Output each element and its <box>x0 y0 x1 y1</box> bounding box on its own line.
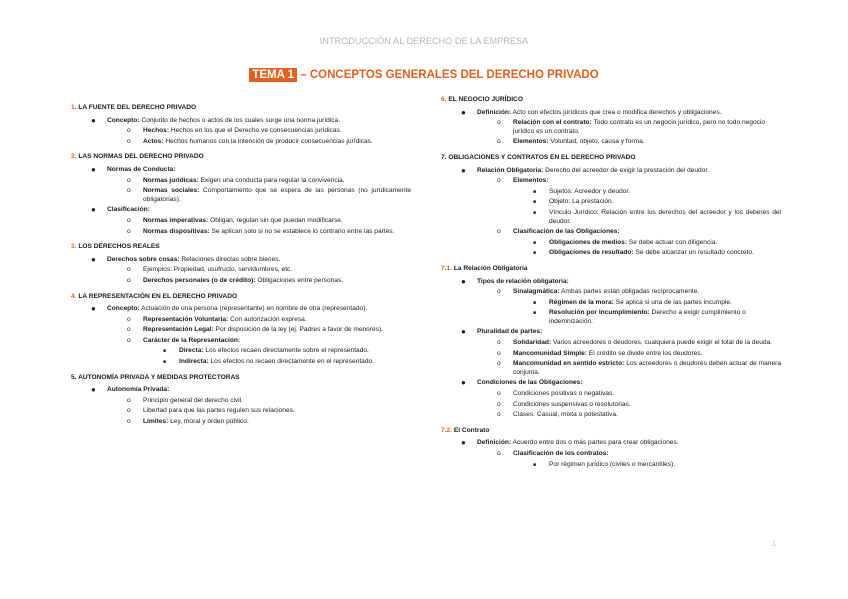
list-item: o Solidaridad: Varios acreedores o deudores, cualquiera puede exigir el total de la deuda. <box>497 339 773 347</box>
section-heading: 7.1. La Relación Obligatoria <box>441 264 528 272</box>
section-4 <box>71 293 411 367</box>
list-item: ■ Objeto: La prestación. <box>533 198 614 206</box>
list-item: o Mancomunidad en sentido estricto: Los acreedores o deudores deben actuar de manera conjunta. <box>497 360 781 376</box>
list-item: ■ Obligaciones de medios: Se debe actuar con diligencia. <box>533 238 718 246</box>
list-item: ● Concepto: Actuación de una persona (representante) en nombre de otra (representado). <box>91 304 368 314</box>
page-number: 1 <box>772 541 776 548</box>
list-item: o Representación Voluntaria: Con autorización expresa. <box>127 315 307 323</box>
right-column <box>441 96 781 476</box>
section-heading: 5. AUTONOMÍA PRIVADA Y MEDIDAS PROTECTORAS <box>71 373 240 381</box>
section-7-1 <box>441 265 781 420</box>
list-item: o Representación Legal: Por disposición de la ley (ej. Padres a favor de menores). <box>127 326 384 334</box>
list-item: ● Autonomía Privada: <box>91 385 170 395</box>
list-item: ■ Régimen de la mora: Se aplica si una de las partes incumple. <box>533 298 732 306</box>
list-item: ■ Obligaciones de resultado: Se debe alcanzar un resultado concreto. <box>533 249 754 257</box>
list-item: ■ Directa: Los efectos recaen directamente sobre el representado. <box>163 347 369 355</box>
list-item: o Sinalagmática: Ambas partes están obligadas recíprocamente. <box>497 288 700 296</box>
list-item: ● Relación Obligatoria: Derecho del acreedor de exigir la prestación del deudor. <box>461 165 710 175</box>
section-3 <box>71 243 411 285</box>
section-6 <box>441 96 781 147</box>
list-item: ■ Resolución por incumplimiento: Derecho a exigir cumplimiento o indemnización. <box>533 309 746 325</box>
topic-tag: TEMA 1 <box>249 68 297 82</box>
section-heading: 6. EL NEGOCIO JURÍDICO <box>441 96 523 103</box>
list-item: ■ Sujetos: Acreedor y deudor. <box>533 187 631 195</box>
topic-title: – CONCEPTOS GENERALES DEL DERECHO PRIVADO <box>297 69 599 81</box>
section-heading: 7. OBLIGACIONES Y CONTRATOS EN EL DERECHO PRIVADO <box>441 153 636 161</box>
list-item: o Mancomunidad Simple: El crédito se divide entre los deudores. <box>497 349 703 357</box>
list-item: ■ Por régimen jurídico (civiles o mercantiles). <box>533 460 676 468</box>
left-column <box>71 104 411 434</box>
list-item: o Elementos: Voluntad, objeto, causa y forma. <box>497 138 645 146</box>
list-item: ● Normas de Conducta: <box>91 164 176 174</box>
list-item: ● Derechos sobre cosas: Relaciones directas sobre bienes. <box>91 254 281 264</box>
list-item: ● Tipos de relación obligatoria: <box>461 276 569 286</box>
section-heading: 1. LA FUENTE DEL DERECHO PRIVADO <box>71 104 197 111</box>
list-item: o Relación con el contrato: Todo contrato es un negocio jurídico, pero no todo negocio jurídico es un contrato. <box>497 119 766 135</box>
list-item: o Normas jurídicas: Exigen una conducta para regular la convivencia. <box>127 176 345 184</box>
section-1 <box>71 104 411 146</box>
list-item: o Principio general del derecho civil. <box>127 396 244 404</box>
list-item: o Hechos: Hechos en los que el Derecho ve consecuencias jurídicas. <box>127 127 342 135</box>
list-item: ● Definición: Acto con efectos jurídicos que crea o modifica derechos y obligaciones. <box>461 107 722 117</box>
list-item: o Normas dispositivas: Se aplican solo si no se establece lo contrario entre las partes. <box>127 227 395 235</box>
list-item: o Actos: Hechos humanos con la intención de producir consecuencias jurídicas. <box>127 137 373 145</box>
list-item: o Elementos: <box>497 177 549 185</box>
list-item: o Carácter de la Representación: <box>127 336 241 344</box>
section-7-2 <box>441 427 781 469</box>
list-item: o Derechos personales (o de crédito): Obligaciones entre personas. <box>127 276 344 284</box>
list-item: o Libertad para que las partes regulen sus relaciones. <box>127 407 295 415</box>
list-item: o Clases: Casual, mixta o potestativa. <box>497 411 618 419</box>
list-item: ● Clasificación: <box>91 205 150 215</box>
list-item: ● Definición: Acuerdo entre dos o más partes para crear obligaciones. <box>461 438 679 448</box>
list-item: ■ Indirecta: Los efectos no recaen directamente en el representado. <box>163 358 375 366</box>
section-5 <box>71 374 411 427</box>
list-item: ● Concepto: Conjunto de hechos o actos de los cuales surge una norma jurídica. <box>91 115 341 125</box>
list-item: o Condiciones suspensivas o resolutorias. <box>497 400 631 408</box>
section-2 <box>71 153 411 236</box>
list-item: o Clasificación de los contratos: <box>497 450 609 457</box>
list-item: o Condiciones positivas o negativas. <box>497 390 615 398</box>
list-item: ■ Vínculo Jurídico: Relación entre los derechos del acreedor y los deberes del deudor. <box>533 208 781 225</box>
list-item: ● Condiciones de las Obligaciones: <box>461 378 583 388</box>
document-header: INTRODUCCIÓN AL DERECHO DE LA EMPRESA <box>319 36 529 46</box>
section-heading: 7.2. El Contrato <box>441 426 490 434</box>
list-item: ● Pluralidad de partes: <box>461 327 543 337</box>
page-title <box>0 69 848 81</box>
list-item: o Límites: Ley, moral y orden público. <box>127 418 249 426</box>
section-7 <box>441 154 781 258</box>
section-heading: 3. LOS DERECHOS REALES <box>71 243 160 251</box>
section-heading: 4. LA REPRESENTACIÓN EN EL DERECHO PRIVADO <box>71 292 238 300</box>
section-heading: 2. LAS NORMAS DEL DERECHO PRIVADO <box>71 153 204 161</box>
list-item: o Normas imperativas: Obligan, regulan sin que puedan modificarse. <box>127 216 343 224</box>
list-item: o Ejemplos: Propiedad, usufructo, servidumbres, etc. <box>127 266 293 274</box>
list-item: o Normas sociales: Comportamiento que se espera de las personas (no jurídicamente obligatorias). <box>127 187 412 203</box>
list-item: o Clasificación de las Obligaciones: <box>497 228 620 236</box>
